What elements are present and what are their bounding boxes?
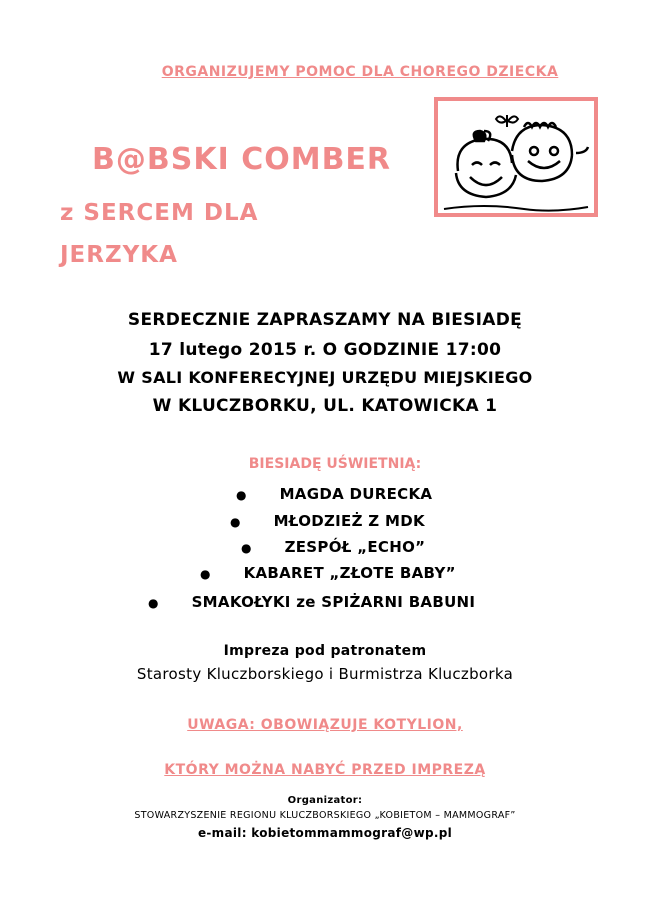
guest-name: KABARET „ZŁOTE BABY”	[243, 564, 456, 582]
bullet-icon: ●	[230, 515, 241, 529]
guest-name: ZESPÓŁ „ECHO”	[284, 538, 426, 556]
guest-name: MAGDA DURECKA	[279, 485, 433, 503]
event-date-time: 17 lutego 2015 r. O GODZINIE 17:00	[148, 340, 502, 360]
organizer-email: e-mail: kobietommammograf@wp.pl	[197, 826, 453, 840]
guests-heading: BIESIADĘ UŚWIETNIĄ:	[248, 456, 422, 472]
event-address: W KLUCZBORKU, UL. KATOWICKA 1	[152, 396, 498, 416]
invitation-line-1: SERDECZNIE ZAPRASZAMY NA BIESIADĘ	[127, 310, 523, 330]
notice-line-1: UWAGA: OBOWIĄZUJE KOTYLION,	[187, 717, 463, 733]
list-item	[236, 484, 432, 503]
notice-line-2: KTÓRY MOŻNA NABYĆ PRZED IMPREZĄ	[164, 762, 486, 778]
patronage-line-1: Impreza pod patronatem	[223, 643, 427, 659]
logo-frame	[434, 97, 598, 217]
event-subtitle-line-2: JERZYKA	[60, 242, 178, 268]
bullet-icon: ●	[236, 488, 247, 502]
guest-name: SMAKOŁYKI ze SPIŻARNI BABUNI	[191, 593, 476, 611]
guest-name: MŁODZIEŻ Z MDK	[273, 512, 425, 530]
organizer-label: Organizator:	[287, 795, 363, 806]
bullet-icon: ●	[200, 567, 211, 581]
list-item	[241, 537, 425, 556]
organizer-name: STOWARZYSZENIE REGIONU KLUCZBORSKIEGO „KOBIETOM – MAMMOGRAF”	[134, 810, 516, 821]
event-title: B@BSKI COMBER	[92, 142, 392, 177]
list-item	[200, 563, 456, 582]
bullet-icon: ●	[241, 541, 252, 555]
top-banner: ORGANIZUJEMY POMOC DLA CHOREGO DZIECKA	[161, 64, 559, 80]
bullet-icon: ●	[148, 596, 159, 610]
event-subtitle-line-1: z SERCEM DLA	[60, 200, 259, 226]
patronage-line-2: Starosty Kluczborskiego i Burmistrza Kluczborka	[136, 665, 514, 683]
smiling-faces-icon	[438, 101, 594, 213]
event-venue: W SALI KONFERECYJNEJ URZĘDU MIEJSKIEGO	[117, 368, 533, 387]
list-item	[148, 592, 475, 611]
list-item	[230, 511, 425, 530]
